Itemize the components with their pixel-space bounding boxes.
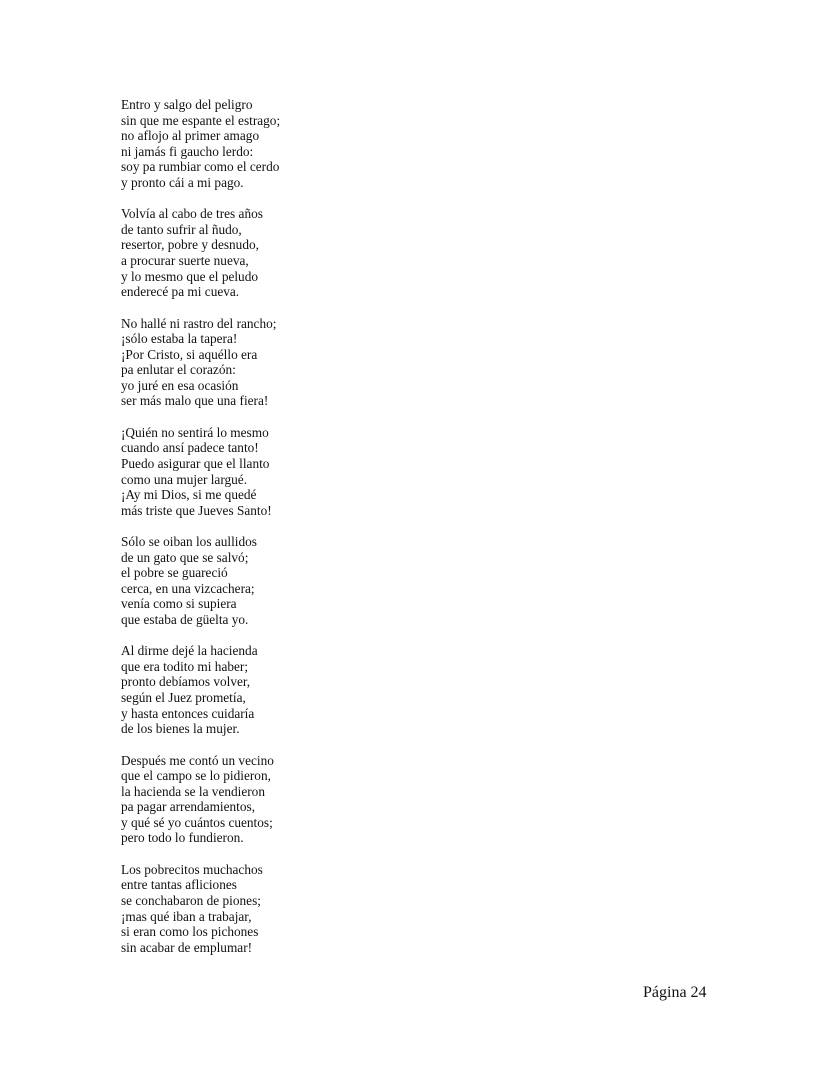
stanza [121,425,280,519]
verse-line: que era todito mi haber; [121,658,249,674]
verse-line: sin acabar de emplumar! [121,939,253,955]
verse-line: y hasta entonces cuidaría [121,705,255,721]
verse-line: de los bienes la mujer. [121,721,240,737]
verse-line: Entro y salgo del peligro [121,97,253,112]
poem-body [121,97,280,971]
page-number: Página 24 [643,984,707,1001]
verse-line: como una mujer largué. [121,471,248,487]
verse-line: y pronto cái a mi pago. [121,174,244,190]
verse-line: no aflojo al primer amago [121,128,260,144]
verse-line: ¡Ay mi Dios, si me quedé [121,487,257,503]
stanza [121,316,280,410]
verse-line: pronto debíamos volver, [121,674,251,690]
verse-line: enderecé pa mi cueva. [121,284,240,300]
verse-line: de tanto sufrir al ñudo, [121,221,242,237]
verse-line: soy pa rumbiar como el cerdo [121,159,280,175]
verse-line: Sólo se oiban los aullidos [121,534,257,549]
verse-line: Puedo asigurar que el llanto [121,455,270,471]
verse-line: cuando ansí padece tanto! [121,440,259,456]
verse-line: la hacienda se la vendieron [121,783,265,799]
verse-line: ¡mas qué iban a trabajar, [121,908,252,924]
verse-line: ser más malo que una fiera! [121,393,269,409]
verse-line: según el Juez prometía, [121,690,246,706]
verse-line: si eran como los pichones [121,924,259,940]
verse-line: más triste que Jueves Santo! [121,502,272,518]
verse-line: Los pobrecitos muchachos [121,861,263,877]
stanza [121,862,280,956]
stanza [121,753,280,847]
verse-line: ¡sólo estaba la tapera! [121,331,238,347]
verse-line: ¡Por Cristo, si aquéllo era [121,346,258,362]
verse-line: ni jamás fi gaucho lerdo: [121,143,254,159]
verse-line: a procurar suerte nueva, [121,253,249,269]
verse-line: resertor, pobre y desnudo, [121,237,259,253]
verse-line: que estaba de güelta yo. [121,611,249,627]
verse-line: y lo mesmo que el peludo [121,268,259,284]
verse-line: ¡Quién no sentirá lo mesmo [121,424,269,440]
verse-line: el pobre se guareció [121,565,228,581]
verse-line: que el campo se lo pidieron, [121,768,271,784]
verse-line: pa pagar arrendamientos, [121,799,256,815]
verse-line: yo juré en esa ocasión [121,377,239,393]
verse-line: pero todo lo fundieron. [121,830,244,846]
verse-line: sin que me espante el estrago; [121,112,281,128]
verse-line: se conchabaron de piones; [121,892,261,908]
verse-line: entre tantas afliciones [121,877,237,893]
verse-line: Al dirme dejé la hacienda [121,643,258,659]
verse-line: y qué sé yo cuántos cuentos; [121,814,273,830]
stanza [121,206,280,300]
verse-line: venía como si supiera [121,596,237,612]
verse-line: No hallé ni rastro del rancho; [121,315,277,331]
verse-line: Después me contó un vecino [121,752,274,768]
stanza [121,534,280,628]
verse-line: de un gato que se salvó; [121,549,249,565]
verse-line: Volvía al cabo de tres años [121,206,263,222]
verse-line: pa enlutar el corazón: [121,362,236,378]
stanza [121,643,280,737]
stanza [121,97,280,191]
verse-line: cerca, en una vizcachera; [121,580,255,596]
